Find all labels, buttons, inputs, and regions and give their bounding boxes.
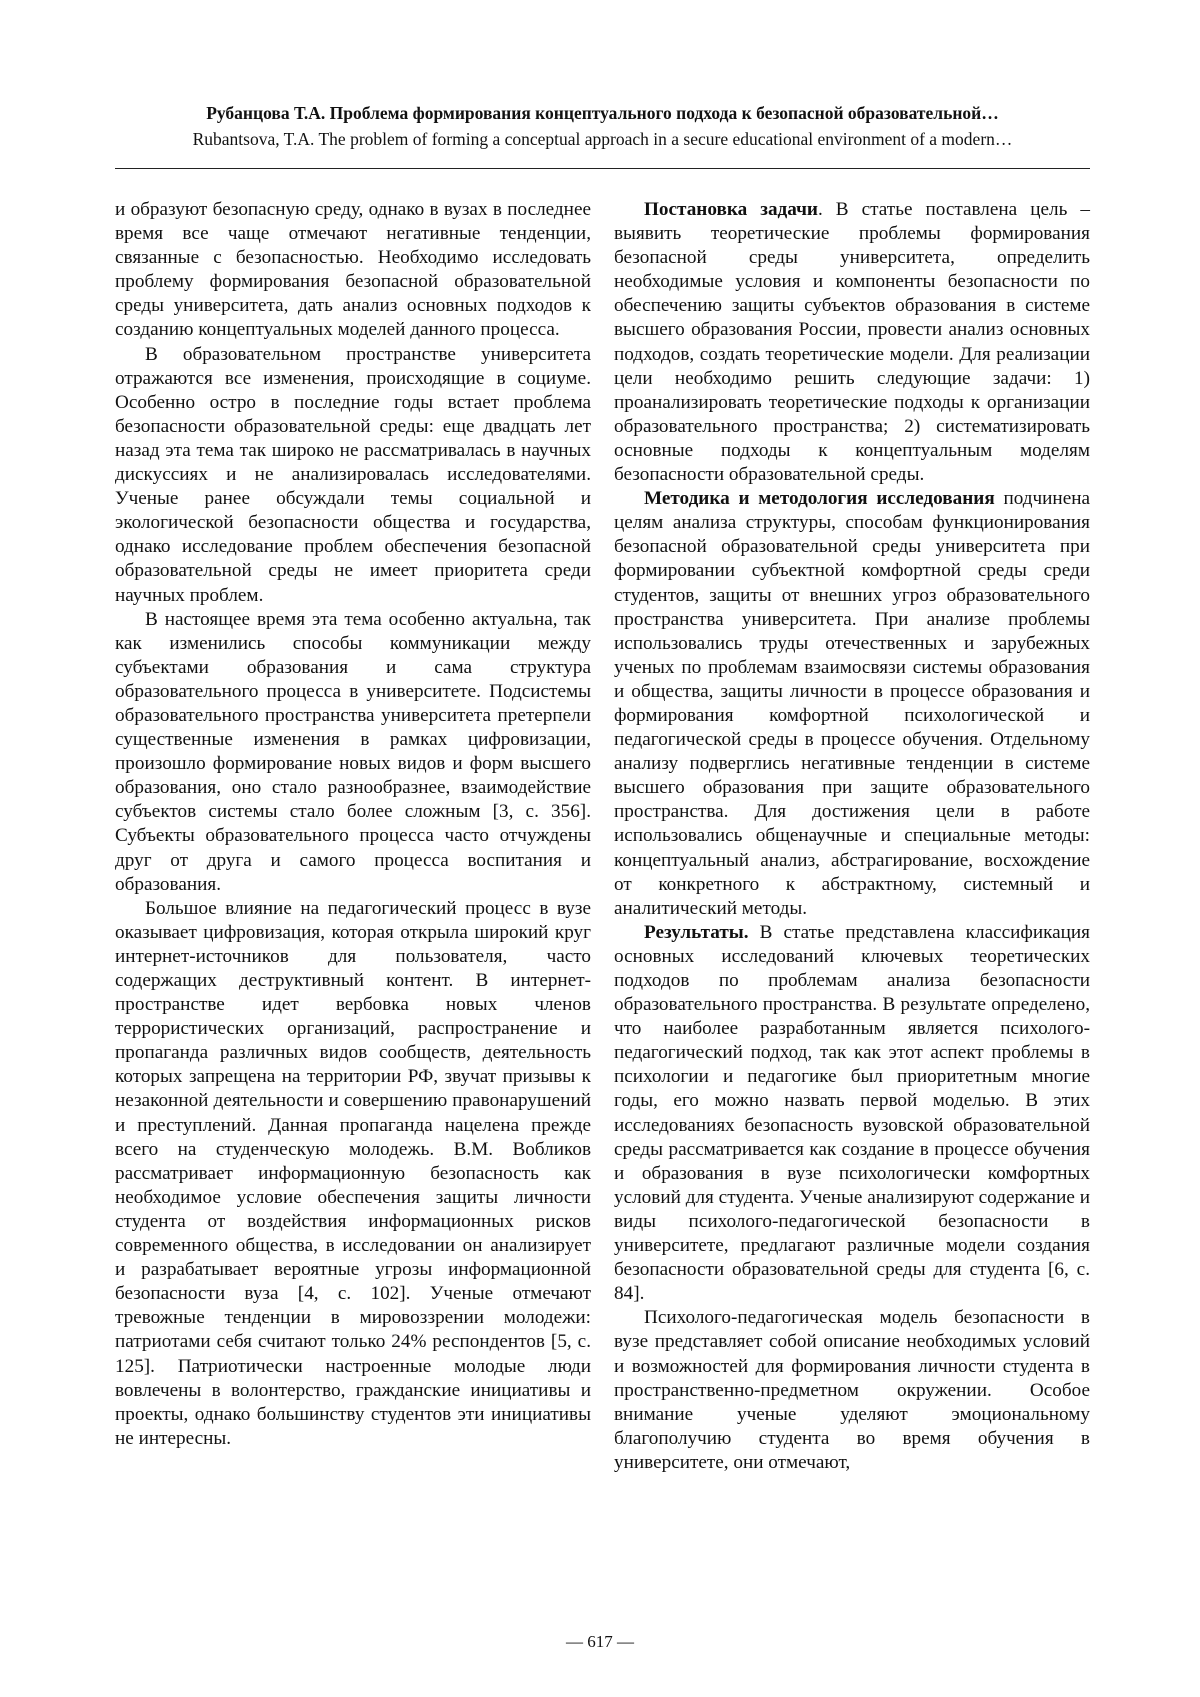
paragraph-results — [614, 921, 1090, 1307]
header-divider — [115, 168, 1090, 169]
paragraph-text: подчинена целям анализа структуры, способам функционирования безопасной образовательной среды университета при формировании субъектной комфортной среды среди студентов, защиты от внешних угроз образовательного пространства университета. При анализе проблемы использовались труды отечественных и зарубежных ученых по проблемам взаимосвязи системы образования и общества, защиты личности в процессе образования и формирования комфортной психологической и педагогической среды в процессе обучения. Отдельному анализу подверглись негативные тенденции в системе высшего образования при защите образовательного пространства. Для достижения цели в работе использовались общенаучные и специальные методы: концептуальный анализ, абстрагирование, восхождение от конкретного к абстрактному, системный и аналитический методы. — [614, 488, 1090, 919]
running-head — [115, 100, 1090, 152]
right-column — [614, 198, 1090, 1475]
page-number: — 617 — — [566, 1632, 634, 1651]
section-heading: Постановка задачи — [644, 199, 818, 220]
paragraph: и образуют безопасную среду, однако в вузах в последнее время все чаще отмечают негативные тенденции, связанные с безопасностью. Необходимо исследовать проблему формирования безопасной образовательной среды университета, дать анализ основных подходов к созданию концептуальных моделей данного процесса. — [115, 199, 591, 341]
paragraph: В образовательном пространстве университета отражаются все изменения, происходящие в социуме. Особенно остро в последние годы встает проблема безопасности образовательной среды: еще двадцать лет назад эта тема так широко не рассматривалась в научных дискуссиях и не анализировалась исследователями. Ученые ранее обсуждали темы социальной и экологической безопасности общества и государства, однако исследование проблем обеспечения безопасной образовательной среды не имеет приоритета среди научных проблем. — [115, 343, 591, 606]
section-heading: Методика и методология исследования — [644, 488, 995, 510]
left-column — [115, 198, 591, 1451]
running-head-title-en: Rubantsova, T.A. The problem of forming a conceptual approach in a secure educational environment of a modern… — [192, 129, 1013, 149]
paragraph-problem-statement — [614, 198, 1090, 487]
paragraph-text: В статье представлена классификация основных исследований ключевых теоретических подходов по проблемам анализа безопасности образовательного пространства. В результате определено, что наиболее разработанным является психолого-педагогический подход, так как этот аспект проблемы в психологии и педагогике был приоритетным многие годы, его можно назвать первой моделью. В этих исследованиях безопасность вузовской образовательной среды рассматривается как создание в процессе обучения и образования в вузе психологически комфортных условий для студента. Ученые анализируют содержание и виды психолого-педагогической безопасности в университете, предлагают различные модели создания безопасности образовательной среды для студента [6, с. 84]. — [614, 921, 1090, 1305]
paragraph: В настоящее время эта тема особенно актуальна, так как изменились способы коммуникации между субъектами образования и сама структура образовательного процесса в университете. Подсистемы образовательного пространства университета претерпели существенные изменения в рамках цифровизации, произошло формирование новых видов и форм высшего образования, оно стало разнообразнее, взаимодействие субъектов системы стало более сложным [3, с. 356]. Субъекты образовательного процесса часто отчуждены друг от друга и самого процесса воспитания и образования. — [115, 608, 591, 895]
paragraph: Большое влияние на педагогический процесс в вузе оказывает цифровизация, которая открыла широкий круг интернет-источников для пользователя, часто содержащих деструктивный контент. В интернет-пространстве идет вербовка новых членов террористических организаций, распространение и пропаганда различных видов сообществ, деятельность которых запрещена на территории РФ, звучат призывы к незаконной деятельности и совершению правонарушений и преступлений. Данная пропаганда нацелена прежде всего на студенческую молодежь. В.М. Вобликов рассматривает информационную безопасность как необходимое условие обеспечения защиты личности студента от воздействия информационных рисков современного общества, в исследовании он анализирует и разрабатывает вероятные угрозы информационной безопасности вуза [4, с. 102]. Ученые отмечают тревожные тенденции в мировоззрении молодежи: патриотами себя считают только 24% респондентов [5, с. 125]. Патриотически настроенные молодые люди вовлечены в волонтерство, гражданские инициативы и проекты, однако большинству студентов эти инициативы не интересны. — [115, 897, 591, 1449]
paragraph-methodology — [614, 487, 1090, 921]
paragraph: Психолого-педагогическая модель безопасности в вузе представляет собой описание необходимых условий и возможностей для формирования личности студента в пространственно-предметном окружении. Особое внимание ученые уделяют эмоциональному благополучию студента во время обучения в университете, они отмечают, — [614, 1307, 1090, 1473]
running-head-title-ru: Рубанцова Т.А. Проблема формирования концептуального подхода к безопасной образовательной… — [206, 103, 999, 123]
section-heading: Результаты. — [644, 921, 749, 943]
paragraph-text: . В статье поставлена цель – выявить теоретические проблемы формирования безопасной среды университета, определить необходимые условия и компоненты безопасности по обеспечению защиты субъектов образования в системе высшего образования России, провести анализ основных подходов, создать теоретические модели. Для реализации цели необходимо решить следующие задачи: 1) проанализировать теоретические подходы к организации образовательного пространства; 2) систематизировать основные подходы к концептуальным моделям безопасности образовательной среды. — [614, 199, 1090, 486]
